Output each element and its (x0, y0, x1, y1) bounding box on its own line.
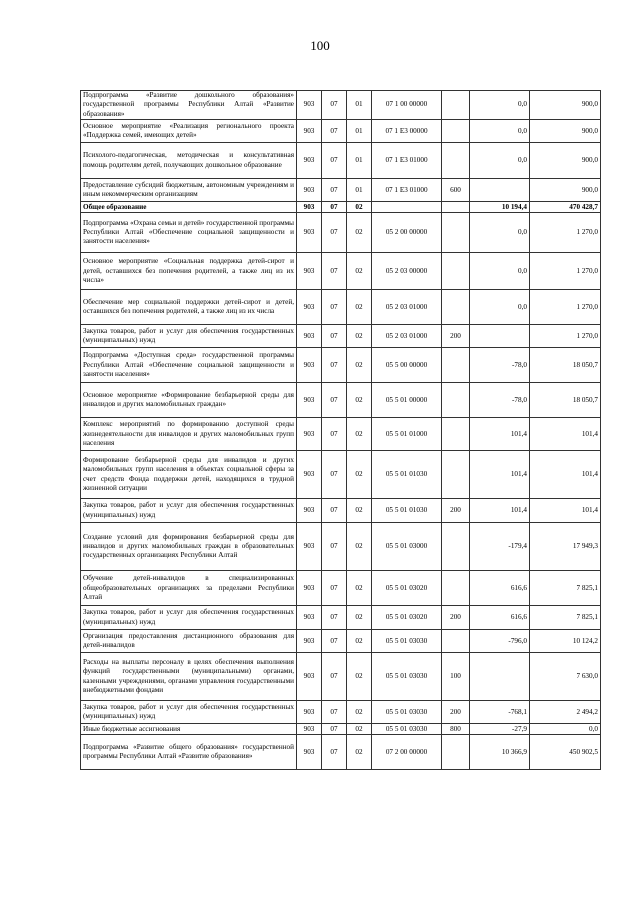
subsection-code-cell: 02 (347, 571, 372, 606)
subsection-code-cell: 02 (347, 348, 372, 383)
ministry-code-cell: 903 (297, 724, 322, 735)
budget-table (80, 90, 601, 770)
total-amount-cell: 1 270,0 (530, 325, 601, 348)
total-amount-cell: 0,0 (530, 724, 601, 735)
ministry-code-cell: 903 (297, 735, 322, 770)
target-article-cell: 07 2 00 00000 (372, 735, 442, 770)
ministry-code-cell: 903 (297, 143, 322, 179)
total-amount-cell: 18 050,7 (530, 383, 601, 418)
expense-type-cell (442, 348, 470, 383)
row-name-cell: Общее образование (81, 202, 297, 213)
table-row (81, 202, 601, 213)
expense-type-cell (442, 523, 470, 571)
change-amount-cell: 10 194,4 (470, 202, 530, 213)
ministry-code-cell: 903 (297, 451, 322, 499)
page-number: 100 (310, 38, 330, 53)
expense-type-cell: 200 (442, 701, 470, 724)
total-amount-cell: 10 124,2 (530, 630, 601, 653)
total-amount-cell: 450 902,5 (530, 735, 601, 770)
target-article-cell: 05 5 01 03000 (372, 523, 442, 571)
ministry-code-cell: 903 (297, 383, 322, 418)
expense-type-cell: 200 (442, 499, 470, 523)
table-row (81, 91, 601, 120)
section-code-cell: 07 (322, 202, 347, 213)
table-row (81, 451, 601, 499)
change-amount-cell: 0,0 (470, 120, 530, 143)
total-amount-cell: 1 270,0 (530, 253, 601, 290)
target-article-cell: 05 5 01 03020 (372, 571, 442, 606)
change-amount-cell: -796,0 (470, 630, 530, 653)
total-amount-cell: 900,0 (530, 179, 601, 202)
subsection-code-cell: 02 (347, 523, 372, 571)
total-amount-cell: 2 494,2 (530, 701, 601, 724)
total-amount-cell: 18 050,7 (530, 348, 601, 383)
subsection-code-cell: 02 (347, 499, 372, 523)
table-row (81, 735, 601, 770)
target-article-cell: 05 2 03 01000 (372, 290, 442, 325)
row-name-cell: Подпрограмма «Развитие общего образования» государственной программы Республики Алтай «Развитие образования» (81, 735, 297, 770)
subsection-code-cell: 01 (347, 179, 372, 202)
change-amount-cell (470, 179, 530, 202)
expense-type-cell: 200 (442, 325, 470, 348)
expense-type-cell (442, 735, 470, 770)
target-article-cell: 07 1 Е3 00000 (372, 120, 442, 143)
change-amount-cell (470, 653, 530, 701)
expense-type-cell: 100 (442, 653, 470, 701)
subsection-code-cell: 02 (347, 724, 372, 735)
expense-type-cell: 200 (442, 606, 470, 630)
section-code-cell: 07 (322, 325, 347, 348)
total-amount-cell: 900,0 (530, 143, 601, 179)
expense-type-cell (442, 253, 470, 290)
expense-type-cell: 800 (442, 724, 470, 735)
target-article-cell: 07 1 Е3 01000 (372, 179, 442, 202)
table-row (81, 290, 601, 325)
row-name-cell: Обучение детей-инвалидов в специализированных общеобразовательных организациях за пределами Республики Алтай (81, 571, 297, 606)
ministry-code-cell: 903 (297, 701, 322, 724)
expense-type-cell (442, 290, 470, 325)
section-code-cell: 07 (322, 383, 347, 418)
expense-type-cell (442, 213, 470, 253)
section-code-cell: 07 (322, 724, 347, 735)
table-row (81, 213, 601, 253)
change-amount-cell: -179,4 (470, 523, 530, 571)
table-row (81, 499, 601, 523)
subsection-code-cell: 02 (347, 630, 372, 653)
change-amount-cell: 0,0 (470, 143, 530, 179)
expense-type-cell (442, 383, 470, 418)
ministry-code-cell: 903 (297, 606, 322, 630)
target-article-cell: 05 5 01 03030 (372, 701, 442, 724)
subsection-code-cell: 02 (347, 653, 372, 701)
ministry-code-cell: 903 (297, 120, 322, 143)
table-row (81, 325, 601, 348)
row-name-cell: Основное мероприятие «Социальная поддержка детей-сирот и детей, оставшихся без попечения родителей, а также лиц из их числа» (81, 253, 297, 290)
change-amount-cell (470, 325, 530, 348)
total-amount-cell: 1 270,0 (530, 213, 601, 253)
change-amount-cell: 0,0 (470, 290, 530, 325)
section-code-cell: 07 (322, 179, 347, 202)
expense-type-cell (442, 451, 470, 499)
table-row (81, 418, 601, 451)
subsection-code-cell: 02 (347, 290, 372, 325)
table-row (81, 143, 601, 179)
target-article-cell: 05 5 00 00000 (372, 348, 442, 383)
ministry-code-cell: 903 (297, 418, 322, 451)
row-name-cell: Основное мероприятие «Формирование безбарьерной среды для инвалидов и других маломобильных граждан» (81, 383, 297, 418)
section-code-cell: 07 (322, 571, 347, 606)
subsection-code-cell: 01 (347, 143, 372, 179)
row-name-cell: Закупка товаров, работ и услуг для обеспечения государственных (муниципальных) нужд (81, 606, 297, 630)
target-article-cell: 05 5 01 03020 (372, 606, 442, 630)
target-article-cell: 05 5 01 00000 (372, 383, 442, 418)
section-code-cell: 07 (322, 499, 347, 523)
ministry-code-cell: 903 (297, 91, 322, 120)
expense-type-cell (442, 143, 470, 179)
row-name-cell: Подпрограмма «Доступная среда» государственной программы Республики Алтай «Обеспечение социальной защищенности и занятости населения» (81, 348, 297, 383)
expense-type-cell (442, 202, 470, 213)
row-name-cell: Закупка товаров, работ и услуг для обеспечения государственных (муниципальных) нужд (81, 499, 297, 523)
row-name-cell: Создание условий для формирования безбарьерной среды для инвалидов и других маломобильных граждан в образовательных государственных организациях Республики Алтай (81, 523, 297, 571)
target-article-cell: 05 5 01 01000 (372, 418, 442, 451)
ministry-code-cell: 903 (297, 499, 322, 523)
change-amount-cell: 616,6 (470, 606, 530, 630)
change-amount-cell: -78,0 (470, 348, 530, 383)
section-code-cell: 07 (322, 735, 347, 770)
section-code-cell: 07 (322, 120, 347, 143)
subsection-code-cell: 02 (347, 701, 372, 724)
ministry-code-cell: 903 (297, 630, 322, 653)
total-amount-cell: 101,4 (530, 451, 601, 499)
section-code-cell: 07 (322, 701, 347, 724)
ministry-code-cell: 903 (297, 213, 322, 253)
table-row (81, 606, 601, 630)
total-amount-cell: 101,4 (530, 418, 601, 451)
expense-type-cell (442, 91, 470, 120)
row-name-cell: Организация предоставления дистанционного образования для детей-инвалидов (81, 630, 297, 653)
total-amount-cell: 101,4 (530, 499, 601, 523)
section-code-cell: 07 (322, 213, 347, 253)
ministry-code-cell: 903 (297, 348, 322, 383)
target-article-cell: 05 2 03 00000 (372, 253, 442, 290)
subsection-code-cell: 02 (347, 383, 372, 418)
table-row (81, 383, 601, 418)
target-article-cell: 05 2 00 00000 (372, 213, 442, 253)
change-amount-cell: 0,0 (470, 253, 530, 290)
expense-type-cell (442, 418, 470, 451)
change-amount-cell: -78,0 (470, 383, 530, 418)
row-name-cell: Психолого-педагогическая, методическая и консультативная помощь родителям детей, получающих дошкольное образование (81, 143, 297, 179)
table-row (81, 523, 601, 571)
section-code-cell: 07 (322, 91, 347, 120)
row-name-cell: Закупка товаров, работ и услуг для обеспечения государственных (муниципальных) нужд (81, 325, 297, 348)
table-row (81, 253, 601, 290)
section-code-cell: 07 (322, 523, 347, 571)
target-article-cell: 05 5 01 03030 (372, 724, 442, 735)
row-name-cell: Иные бюджетные ассигнования (81, 724, 297, 735)
row-name-cell: Подпрограмма «Охрана семьи и детей» государственной программы Республики Алтай «Обеспечение социальной защищенности и занятости населения» (81, 213, 297, 253)
row-name-cell: Формирование безбарьерной среды для инвалидов и других маломобильных групп населения в объектах социальной сферы за счет средств Фонда поддержки детей, находящихся в трудной жизненной ситуации (81, 451, 297, 499)
ministry-code-cell: 903 (297, 653, 322, 701)
target-article-cell: 05 5 01 03030 (372, 653, 442, 701)
subsection-code-cell: 02 (347, 735, 372, 770)
subsection-code-cell: 02 (347, 418, 372, 451)
subsection-code-cell: 02 (347, 325, 372, 348)
ministry-code-cell: 903 (297, 571, 322, 606)
section-code-cell: 07 (322, 143, 347, 179)
subsection-code-cell: 01 (347, 91, 372, 120)
change-amount-cell: 616,6 (470, 571, 530, 606)
target-article-cell: 05 5 01 03030 (372, 630, 442, 653)
target-article-cell: 05 2 03 01000 (372, 325, 442, 348)
section-code-cell: 07 (322, 451, 347, 499)
total-amount-cell: 7 825,1 (530, 606, 601, 630)
table-row (81, 179, 601, 202)
change-amount-cell: -768,1 (470, 701, 530, 724)
expense-type-cell (442, 120, 470, 143)
ministry-code-cell: 903 (297, 290, 322, 325)
subsection-code-cell: 01 (347, 120, 372, 143)
section-code-cell: 07 (322, 418, 347, 451)
section-code-cell: 07 (322, 630, 347, 653)
change-amount-cell: 101,4 (470, 418, 530, 451)
table-row (81, 701, 601, 724)
target-article-cell (372, 202, 442, 213)
change-amount-cell: 10 366,9 (470, 735, 530, 770)
target-article-cell: 05 5 01 01030 (372, 499, 442, 523)
total-amount-cell: 1 270,0 (530, 290, 601, 325)
subsection-code-cell: 02 (347, 253, 372, 290)
change-amount-cell: -27,9 (470, 724, 530, 735)
change-amount-cell: 101,4 (470, 451, 530, 499)
section-code-cell: 07 (322, 606, 347, 630)
section-code-cell: 07 (322, 653, 347, 701)
expense-type-cell (442, 630, 470, 653)
table-row (81, 571, 601, 606)
total-amount-cell: 900,0 (530, 91, 601, 120)
ministry-code-cell: 903 (297, 253, 322, 290)
total-amount-cell: 17 949,3 (530, 523, 601, 571)
expense-type-cell (442, 571, 470, 606)
table-row (81, 653, 601, 701)
table-row (81, 724, 601, 735)
section-code-cell: 07 (322, 290, 347, 325)
target-article-cell: 05 5 01 01030 (372, 451, 442, 499)
row-name-cell: Подпрограмма «Развитие дошкольного образования» государственной программы Республики Алтай «Развитие образования» (81, 91, 297, 120)
section-code-cell: 07 (322, 348, 347, 383)
total-amount-cell: 900,0 (530, 120, 601, 143)
target-article-cell: 07 1 Е3 01000 (372, 143, 442, 179)
row-name-cell: Основное мероприятие «Реализация регионального проекта «Поддержка семей, имеющих детей» (81, 120, 297, 143)
ministry-code-cell: 903 (297, 179, 322, 202)
change-amount-cell: 0,0 (470, 213, 530, 253)
change-amount-cell: 0,0 (470, 91, 530, 120)
ministry-code-cell: 903 (297, 523, 322, 571)
row-name-cell: Обеспечение мер социальной поддержки детей-сирот и детей, оставшихся без попечения родителей, а также лиц из их числа (81, 290, 297, 325)
ministry-code-cell: 903 (297, 325, 322, 348)
total-amount-cell: 7 825,1 (530, 571, 601, 606)
row-name-cell: Закупка товаров, работ и услуг для обеспечения государственных (муниципальных) нужд (81, 701, 297, 724)
subsection-code-cell: 02 (347, 606, 372, 630)
table-row (81, 348, 601, 383)
subsection-code-cell: 02 (347, 451, 372, 499)
target-article-cell: 07 1 00 00000 (372, 91, 442, 120)
ministry-code-cell: 903 (297, 202, 322, 213)
table-row (81, 630, 601, 653)
total-amount-cell: 470 428,7 (530, 202, 601, 213)
row-name-cell: Комплекс мероприятий по формированию доступной среды жизнедеятельности для инвалидов и других маломобильных групп населения (81, 418, 297, 451)
subsection-code-cell: 02 (347, 213, 372, 253)
subsection-code-cell: 02 (347, 202, 372, 213)
expense-type-cell: 600 (442, 179, 470, 202)
total-amount-cell: 7 630,0 (530, 653, 601, 701)
row-name-cell: Расходы на выплаты персоналу в целях обеспечения выполнения функций государственными (муниципальными) органами, казенными учреждениями, органами управления государственными внебюджетными фондами (81, 653, 297, 701)
section-code-cell: 07 (322, 253, 347, 290)
change-amount-cell: 101,4 (470, 499, 530, 523)
table-row (81, 120, 601, 143)
row-name-cell: Предоставление субсидий бюджетным, автономным учреждениям и иным некоммерческим организациям (81, 179, 297, 202)
